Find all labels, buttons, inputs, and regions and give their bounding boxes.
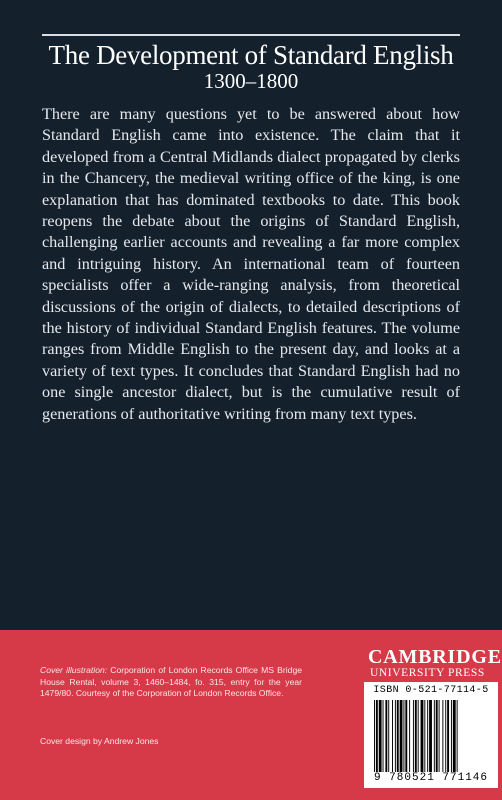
book-title: The Development of Standard English (48, 40, 454, 70)
book-subtitle: 1300–1800 (203, 69, 299, 93)
barcode-number: 9 780521 771146 (373, 772, 489, 784)
credit-text: Corporation of London Records Office MS Bridge House Rental, volume 3, 1460–1484, fo. 315, entry for the year 1479/80. Courtesy of the Corporation of London Records Office. (40, 665, 302, 698)
publisher-name: CAMBRIDGE (368, 646, 502, 668)
isbn-label: ISBN 0-521-77114-5 (373, 685, 489, 696)
publisher-logo (368, 646, 502, 680)
top-rule (42, 34, 460, 36)
book-blurb: There are many questions yet to be answered about how Standard English came into existence. The claim that it developed from a Central Midlands dialect propagated by clerks in the Chancery, the medieval writing office of the king, is one explanation that has dominated textbooks to date. This book reopens the debate about the origins of Standard English, challenging earlier accounts and revealing a far more complex and intriguing history. An international team of fourteen specialists offer a wide-ranging analysis, from theoretical discussions of the origin of dialects, to detailed descriptions of the history of individual Standard English features. The volume ranges from Middle English to the present day, and looks at a variety of text types. It concludes that Standard English had no one single ancestor dialect, but is the cumulative result of generations of authoritative writing from many text types. (42, 105, 460, 423)
barcode-panel (364, 682, 498, 788)
cover-illustration-credit (40, 665, 302, 700)
cover-design-credit: Cover design by Andrew Jones (40, 736, 159, 746)
barcode-icon (374, 700, 488, 772)
publisher-subname: UNIVERSITY PRESS (370, 667, 485, 679)
credit-label: Cover illustration: (40, 665, 108, 675)
